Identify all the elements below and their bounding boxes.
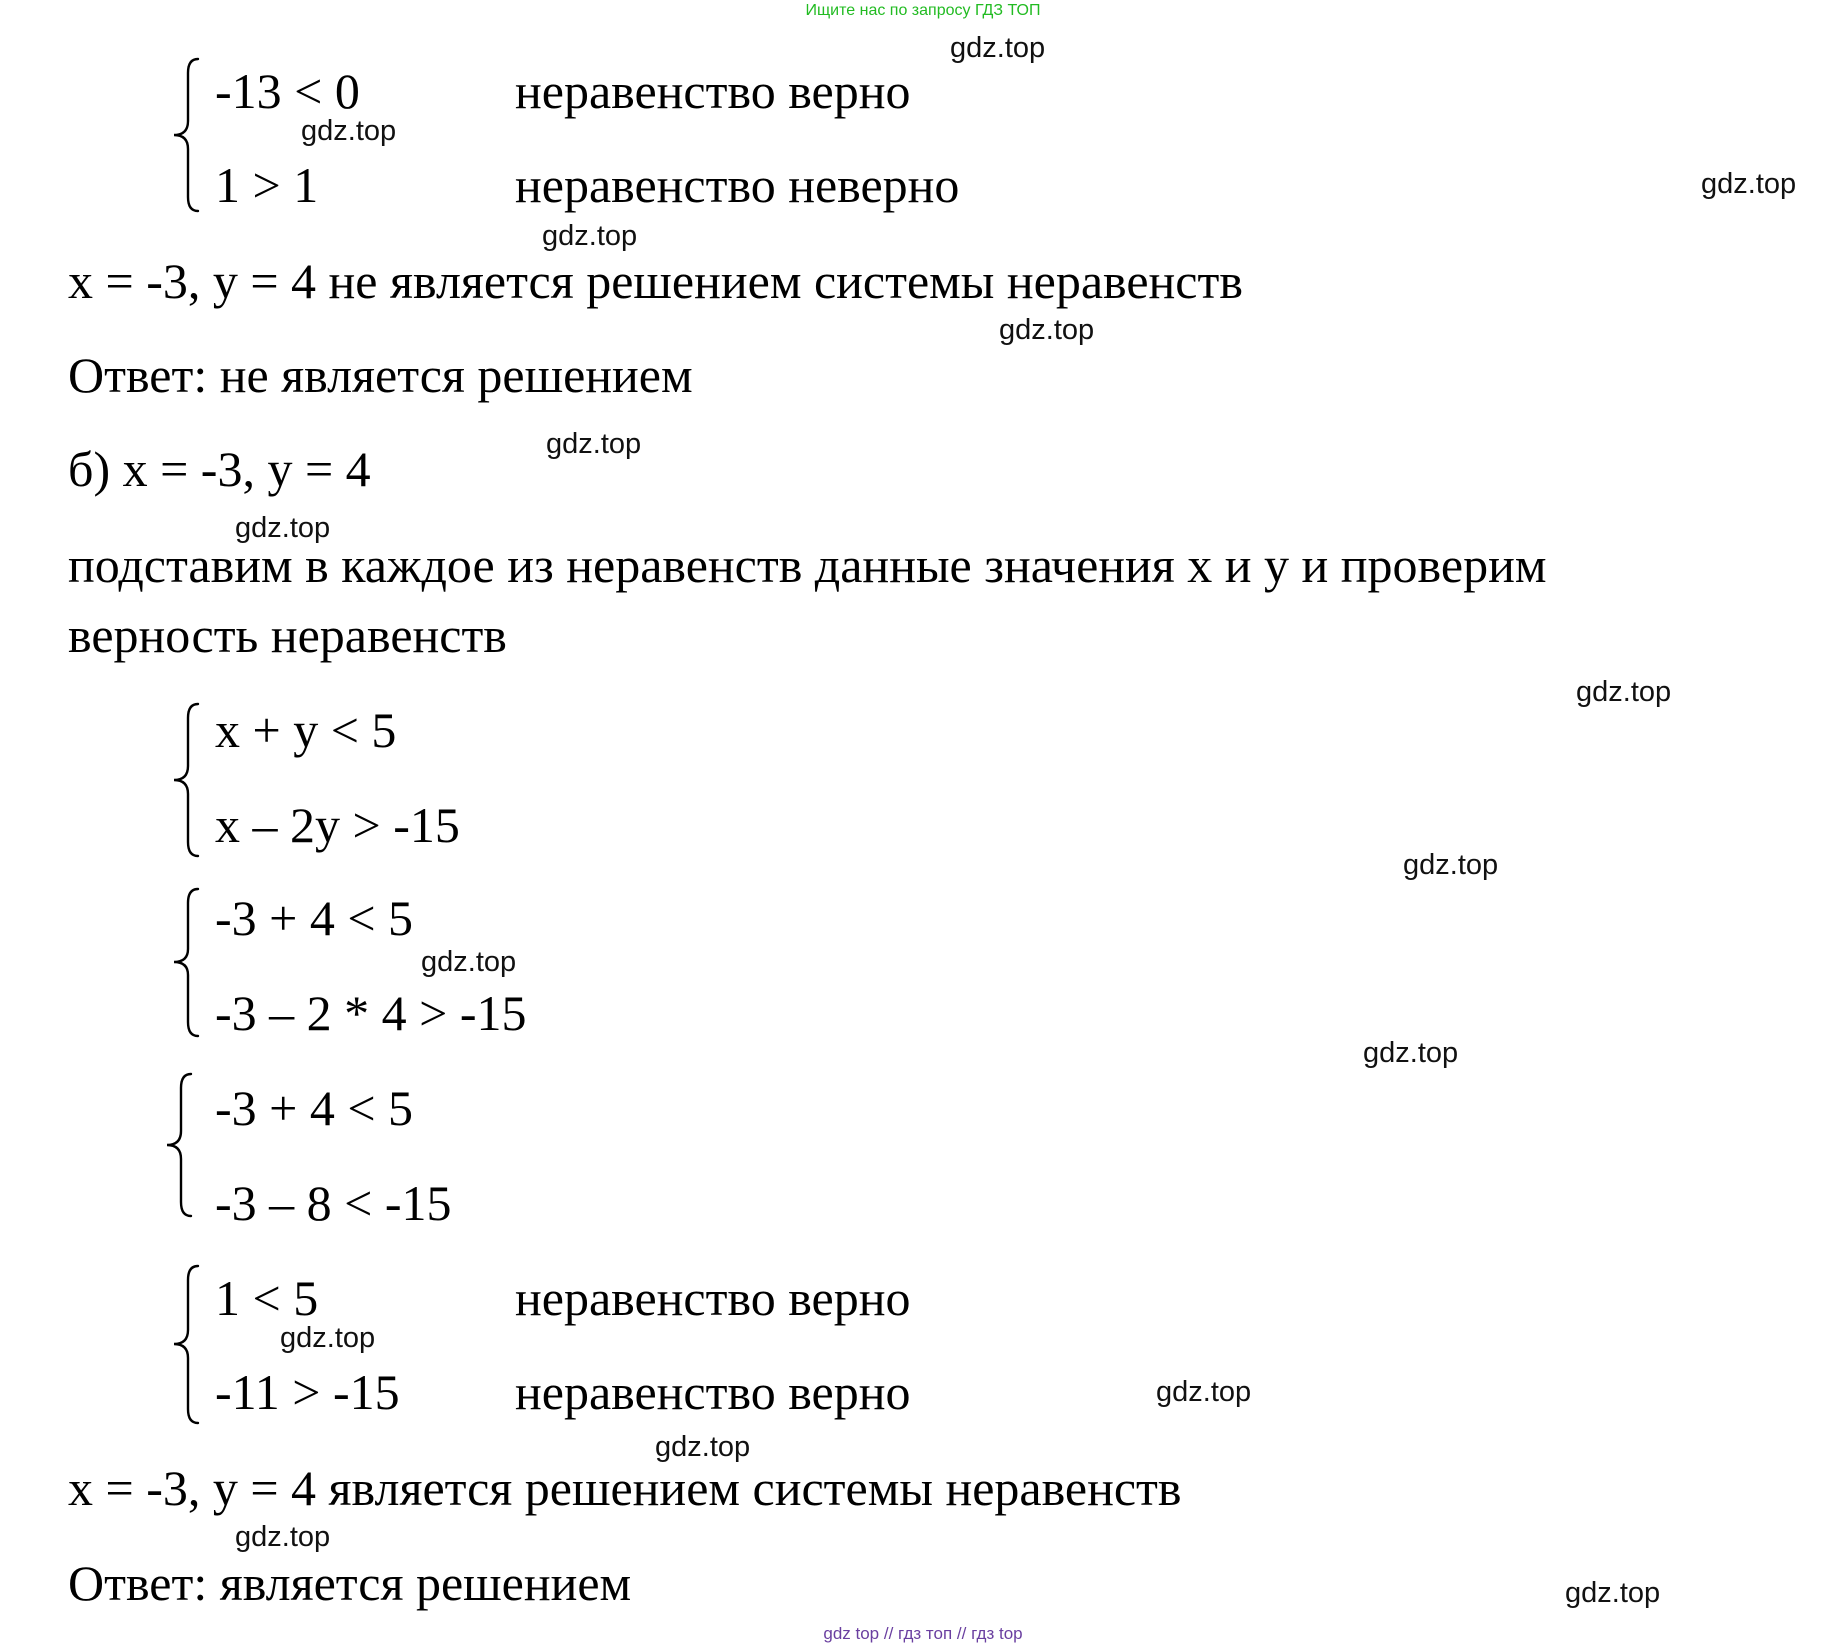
- brace-system-5: [160, 1262, 220, 1427]
- bottom-banner-part-1: gdz top: [823, 1624, 880, 1643]
- conclusion-a: x = -3, y = 4 не является решением системы неравенств: [68, 253, 1243, 309]
- system-1-comment-2: неравенство неверно: [515, 157, 960, 213]
- watermark: gdz.top: [235, 1521, 331, 1553]
- system-5-line-2: -11 > -15: [215, 1364, 400, 1420]
- brace-system-4: [153, 1070, 213, 1220]
- brace-system-1: [160, 55, 220, 215]
- substitute-text-line-1: подставим в каждое из неравенств данные значения x и y и проверим: [68, 537, 1547, 593]
- watermark: gdz.top: [1576, 676, 1672, 708]
- bottom-banner: [0, 1624, 1846, 1644]
- system-2-line-1: x + y < 5: [215, 702, 397, 758]
- watermark: gdz.top: [1565, 1577, 1661, 1609]
- watermark: gdz.top: [546, 428, 642, 460]
- part-b-heading: б) x = -3, y = 4: [68, 441, 371, 497]
- system-1-line-2: 1 > 1: [215, 157, 319, 213]
- bottom-banner-separator: //: [883, 1624, 894, 1643]
- watermark: gdz.top: [542, 220, 638, 252]
- brace-system-3: [160, 885, 220, 1040]
- bottom-banner-part-2: гдз топ: [898, 1624, 953, 1643]
- system-5-comment-1: неравенство верно: [515, 1270, 911, 1326]
- system-3-line-1: -3 + 4 < 5: [215, 890, 414, 946]
- watermark: gdz.top: [950, 32, 1046, 64]
- answer-b: Ответ: является решением: [68, 1555, 632, 1611]
- watermark: gdz.top: [280, 1322, 376, 1354]
- system-4-line-1: -3 + 4 < 5: [215, 1080, 414, 1136]
- system-1-comment-1: неравенство верно: [515, 63, 911, 119]
- system-5-comment-2: неравенство верно: [515, 1364, 911, 1420]
- brace-system-2: [160, 700, 220, 860]
- answer-a: Ответ: не является решением: [68, 347, 693, 403]
- bottom-banner-part-3: гдз top: [971, 1624, 1023, 1643]
- watermark: gdz.top: [1403, 849, 1499, 881]
- watermark: gdz.top: [999, 314, 1095, 346]
- system-4-line-2: -3 – 8 < -15: [215, 1175, 452, 1231]
- substitute-text-line-2: верность неравенств: [68, 607, 507, 663]
- bottom-banner-separator: //: [956, 1624, 967, 1643]
- watermark: gdz.top: [1156, 1376, 1252, 1408]
- watermark: gdz.top: [1701, 168, 1797, 200]
- system-2-line-2: x – 2y > -15: [215, 797, 460, 853]
- watermark: gdz.top: [1363, 1037, 1459, 1069]
- top-banner: Ищите нас по запросу ГДЗ ТОП: [805, 2, 1041, 19]
- watermark: gdz.top: [655, 1431, 751, 1463]
- system-3-line-2: -3 – 2 * 4 > -15: [215, 985, 527, 1041]
- watermark: gdz.top: [421, 946, 517, 978]
- system-5-line-1: 1 < 5: [215, 1270, 319, 1326]
- conclusion-b: x = -3, y = 4 является решением системы неравенств: [68, 1460, 1182, 1516]
- watermark: gdz.top: [235, 512, 331, 544]
- system-1-line-1: -13 < 0: [215, 63, 360, 119]
- watermark: gdz.top: [301, 115, 397, 147]
